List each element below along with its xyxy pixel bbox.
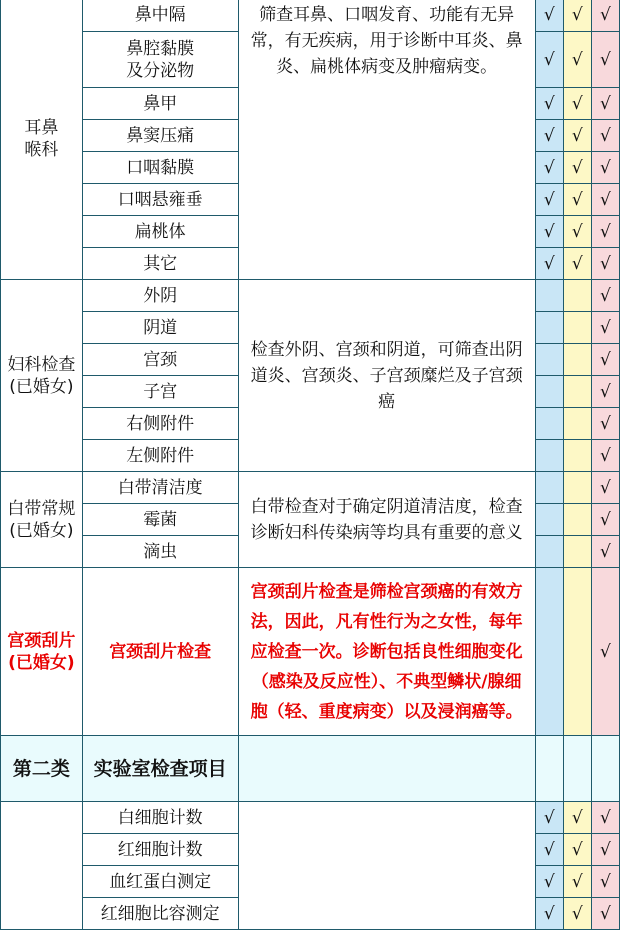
check-mark-package-2 [563,376,591,408]
check-mark-package-2: √ [563,32,591,88]
item-name-cell: 扁桃体 [82,216,238,248]
check-mark-package-1 [535,504,563,536]
check-mark-package-2: √ [563,216,591,248]
description-cell: 白带检查对于确定阴道清洁度，检查诊断妇科传染病等均具有重要的意义 [238,472,535,568]
item-name-cell: 滴虫 [82,536,238,568]
check-mark-package-1 [535,280,563,312]
check-mark-package-3: √ [591,472,619,504]
check-mark-package-3: √ [591,408,619,440]
check-mark-package-2: √ [563,0,591,32]
section-title: 实验室检查项目 [82,736,238,802]
check-mark-package-1: √ [535,32,563,88]
section-label: 第二类 [1,736,83,802]
check-mark-package-2: √ [563,898,591,930]
check-mark-package-2: √ [563,152,591,184]
check-mark-package-1 [535,536,563,568]
item-name-cell: 白带清洁度 [82,472,238,504]
description-cell: 筛查耳鼻、口咽发育、功能有无异常，有无疾病，用于诊断中耳炎、鼻炎、扁桃体病变及肿瘤病变。 [238,0,535,280]
section-blank [591,736,619,802]
check-mark-package-3: √ [591,802,619,834]
check-mark-package-2 [563,408,591,440]
check-mark-package-2: √ [563,834,591,866]
check-mark-package-3: √ [591,866,619,898]
check-mark-package-1: √ [535,152,563,184]
category-cell: 耳鼻 喉科 [1,0,83,280]
check-mark-package-3: √ [591,376,619,408]
table-row [1,568,620,736]
item-name-cell: 子宫 [82,376,238,408]
table-row [1,280,620,312]
check-mark-package-1 [535,376,563,408]
check-mark-package-3: √ [591,88,619,120]
check-mark-package-1 [535,408,563,440]
check-mark-package-3: √ [591,834,619,866]
item-name-cell: 口咽黏膜 [82,152,238,184]
item-name-cell: 阴道 [82,312,238,344]
check-mark-package-3: √ [591,568,619,736]
check-mark-package-2 [563,536,591,568]
item-name-cell: 血红蛋白测定 [82,866,238,898]
check-mark-package-1: √ [535,88,563,120]
item-name-cell: 鼻中隔 [82,0,238,32]
check-mark-package-1: √ [535,184,563,216]
check-mark-package-3: √ [591,0,619,32]
check-mark-package-3: √ [591,898,619,930]
check-mark-package-3: √ [591,440,619,472]
check-mark-package-2 [563,568,591,736]
check-mark-package-1 [535,440,563,472]
section-blank [535,736,563,802]
category-cell: 白带常规 (已婚女) [1,472,83,568]
check-mark-package-2: √ [563,248,591,280]
check-mark-package-2 [563,312,591,344]
category-cell: 宫颈刮片 (已婚女) [1,568,83,736]
check-mark-package-2 [563,344,591,376]
item-name-cell: 左侧附件 [82,440,238,472]
table-row [1,472,620,504]
item-name-cell: 红细胞比容测定 [82,898,238,930]
check-mark-package-3: √ [591,248,619,280]
check-mark-package-1: √ [535,866,563,898]
item-name-cell: 口咽悬雍垂 [82,184,238,216]
item-name-cell: 鼻甲 [82,88,238,120]
check-mark-package-1 [535,568,563,736]
check-mark-package-3: √ [591,280,619,312]
check-mark-package-3: √ [591,152,619,184]
description-cell [238,802,535,930]
check-mark-package-1 [535,472,563,504]
check-mark-package-2: √ [563,120,591,152]
check-mark-package-1 [535,344,563,376]
section-blank [563,736,591,802]
section-header-row [1,736,620,802]
check-mark-package-3: √ [591,504,619,536]
table-row [1,0,620,32]
check-mark-package-2 [563,440,591,472]
check-mark-package-1: √ [535,898,563,930]
item-name-cell: 白细胞计数 [82,802,238,834]
description-cell: 宫颈刮片检查是筛检宫颈癌的有效方法，因此，凡有性行为之女性，每年应检查一次。诊断包括良性细胞变化（感染及反应性）、不典型鳞状/腺细胞（轻、重度病变）以及浸润癌等。 [238,568,535,736]
check-mark-package-1: √ [535,0,563,32]
check-mark-package-1: √ [535,216,563,248]
table-row [1,802,620,834]
item-name-cell: 红细胞计数 [82,834,238,866]
check-mark-package-3: √ [591,216,619,248]
item-name-cell: 其它 [82,248,238,280]
item-name-cell: 鼻窦压痛 [82,120,238,152]
check-mark-package-1: √ [535,834,563,866]
check-mark-package-1: √ [535,120,563,152]
check-mark-package-3: √ [591,120,619,152]
check-mark-package-2 [563,280,591,312]
description-cell: 检查外阴、宫颈和阴道，可筛查出阴道炎、宫颈炎、子宫颈糜烂及子宫颈癌 [238,280,535,472]
check-mark-package-2 [563,504,591,536]
item-name-cell: 外阴 [82,280,238,312]
check-mark-package-2: √ [563,866,591,898]
check-mark-package-3: √ [591,344,619,376]
check-mark-package-1: √ [535,802,563,834]
check-mark-package-1 [535,312,563,344]
check-mark-package-1: √ [535,248,563,280]
check-mark-package-2: √ [563,184,591,216]
check-mark-package-3: √ [591,184,619,216]
category-cell: 妇科检查 (已婚女) [1,280,83,472]
check-mark-package-3: √ [591,536,619,568]
item-name-cell: 鼻腔黏膜 及分泌物 [82,32,238,88]
category-cell [1,802,83,930]
check-mark-package-2: √ [563,802,591,834]
item-name-cell: 宫颈 [82,344,238,376]
check-mark-package-2 [563,472,591,504]
check-mark-package-3: √ [591,312,619,344]
item-name-cell: 右侧附件 [82,408,238,440]
item-name-cell: 霉菌 [82,504,238,536]
check-mark-package-3: √ [591,32,619,88]
section-blank [238,736,535,802]
item-name-cell: 宫颈刮片检查 [82,568,238,736]
check-mark-package-2: √ [563,88,591,120]
